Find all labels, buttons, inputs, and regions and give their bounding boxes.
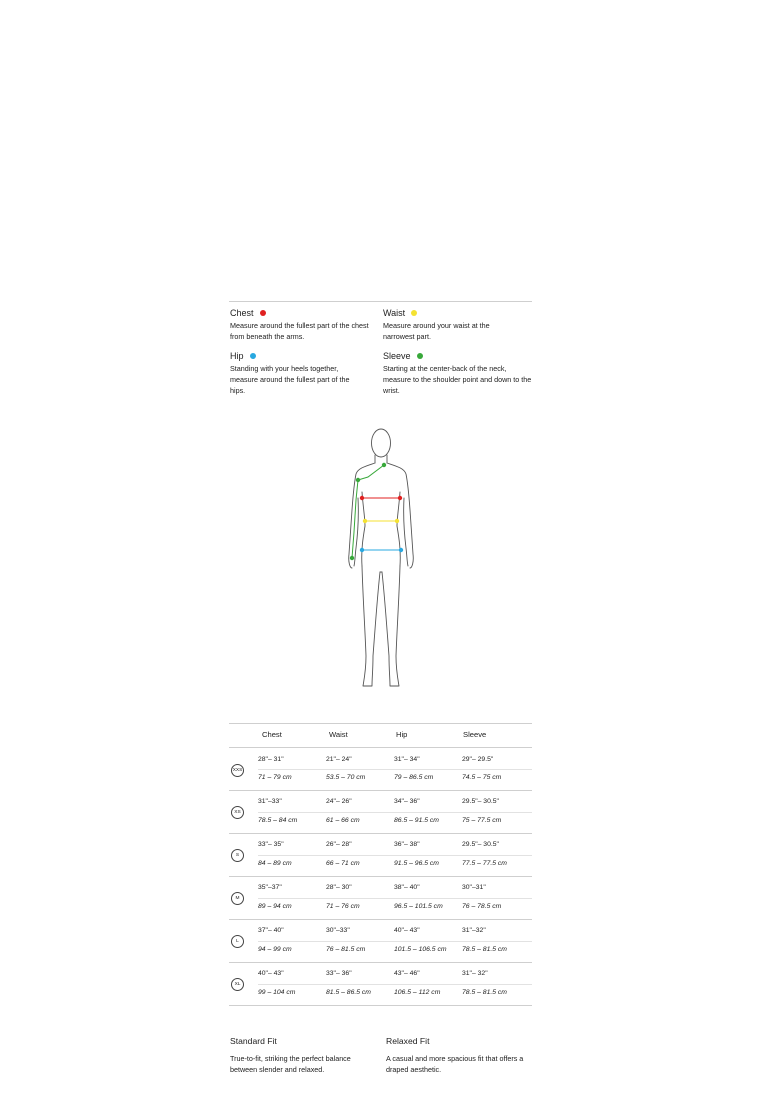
row-divider — [229, 962, 532, 963]
row-subdivider — [258, 898, 532, 899]
table-bottom-divider — [229, 1005, 532, 1006]
chest-cm: 89 – 94 cm — [258, 903, 292, 910]
waist-in: 33"– 36" — [326, 970, 352, 977]
chest-cm: 71 – 79 cm — [258, 774, 292, 781]
table-top-divider — [229, 723, 532, 724]
row-divider — [229, 790, 532, 791]
chest-in: 33"– 35" — [258, 841, 284, 848]
sleeve-cm: 78.5 – 81.5 cm — [462, 989, 507, 996]
row-subdivider — [258, 984, 532, 985]
sleeve-in: 29.5"– 30.5" — [462, 798, 499, 805]
hip-in: 40"– 43" — [394, 927, 420, 934]
hip-in: 38"– 40" — [394, 884, 420, 891]
header-sleeve: Sleeve — [463, 730, 487, 739]
waist-dot-icon — [411, 310, 417, 316]
waist-title: Waist — [383, 308, 417, 318]
sleeve-in: 29.5"– 30.5" — [462, 841, 499, 848]
sleeve-in: 31"– 32" — [462, 970, 488, 977]
chest-title: Chest — [230, 308, 266, 318]
chest-measure-line — [360, 496, 402, 500]
waist-cm: 53.5 – 70 cm — [326, 774, 366, 781]
hip-cm: 91.5 – 96.5 cm — [394, 860, 439, 867]
sleeve-in: 29"– 29.5" — [462, 756, 494, 763]
top-divider — [229, 301, 532, 302]
chest-cm: 78.5 – 84 cm — [258, 817, 298, 824]
hip-in: 31"– 34" — [394, 756, 420, 763]
hip-cm: 86.5 – 91.5 cm — [394, 817, 439, 824]
chest-cm: 84 – 89 cm — [258, 860, 292, 867]
hip-in: 34"– 36" — [394, 798, 420, 805]
hip-cm: 106.5 – 112 cm — [394, 989, 441, 996]
chest-in: 28"– 31" — [258, 756, 284, 763]
hip-cm: 96.5 – 101.5 cm — [394, 903, 443, 910]
chest-cm: 94 – 99 cm — [258, 946, 292, 953]
hip-title: Hip — [230, 351, 256, 361]
hip-dot-icon — [250, 353, 256, 359]
chest-in: 40"– 43" — [258, 970, 284, 977]
header-chest: Chest — [262, 730, 282, 739]
standard-fit-title: Standard Fit — [230, 1036, 277, 1046]
sleeve-cm: 76 – 78.5 cm — [462, 903, 502, 910]
sleeve-cm: 77.5 – 77.5 cm — [462, 860, 507, 867]
waist-measure-line — [363, 519, 399, 523]
hip-cm: 101.5 – 106.5 cm — [394, 946, 447, 953]
relaxed-fit-description: A casual and more spacious fit that offers a draped aesthetic. — [386, 1054, 524, 1074]
figure-head — [372, 429, 391, 457]
row-divider — [229, 876, 532, 877]
sleeve-description: Starting at the center-back of the neck, measure to the shoulder point and down to the wrist. — [383, 364, 532, 395]
hip-measure-line — [360, 548, 403, 552]
waist-cm: 71 – 76 cm — [326, 903, 360, 910]
hip-in: 43"– 46" — [394, 970, 420, 977]
sleeve-cm: 78.5 – 81.5 cm — [462, 946, 507, 953]
sleeve-cm: 75 – 77.5 cm — [462, 817, 502, 824]
waist-in: 28"– 30" — [326, 884, 352, 891]
size-badge: S — [231, 849, 244, 862]
sleeve-dot-icon — [417, 353, 423, 359]
hip-in: 36"– 38" — [394, 841, 420, 848]
waist-cm: 66 – 71 cm — [326, 860, 360, 867]
sleeve-in: 30"–31" — [462, 884, 486, 891]
size-badge: M — [231, 892, 244, 905]
waist-in: 24"– 26" — [326, 798, 352, 805]
waist-cm: 61 – 66 cm — [326, 817, 360, 824]
waist-in: 30"–33" — [326, 927, 350, 934]
size-badge: XXS — [231, 764, 244, 777]
chest-cm: 99 – 104 cm — [258, 989, 296, 996]
waist-in: 21"– 24" — [326, 756, 352, 763]
waist-cm: 81.5 – 86.5 cm — [326, 989, 371, 996]
sleeve-cm: 74.5 – 75 cm — [462, 774, 502, 781]
size-badge: L — [231, 935, 244, 948]
relaxed-fit-title: Relaxed Fit — [386, 1036, 430, 1046]
row-subdivider — [258, 812, 532, 813]
chest-dot-icon — [260, 310, 266, 316]
row-divider — [229, 919, 532, 920]
row-subdivider — [258, 941, 532, 942]
header-waist: Waist — [329, 730, 348, 739]
chest-description: Measure around the fullest part of the chest from beneath the arms. — [230, 321, 369, 341]
hip-cm: 79 – 86.5 cm — [394, 774, 434, 781]
chest-in: 31"–33" — [258, 798, 282, 805]
row-subdivider — [258, 769, 532, 770]
sleeve-in: 31"–32" — [462, 927, 486, 934]
standard-fit-description: True-to-fit, striking the perfect balance between slender and relaxed. — [230, 1054, 351, 1074]
row-divider — [229, 833, 532, 834]
chest-in: 35"–37" — [258, 884, 282, 891]
size-badge: XS — [231, 806, 244, 819]
waist-in: 26"– 28" — [326, 841, 352, 848]
header-hip: Hip — [396, 730, 408, 739]
hip-description: Standing with your heels together, measure around the fullest part of the hips. — [230, 364, 350, 395]
header-divider — [229, 747, 532, 748]
sleeve-title: Sleeve — [383, 351, 423, 361]
size-badge: XL — [231, 978, 244, 991]
waist-description: Measure around your waist at the narrowest part. — [383, 321, 490, 341]
row-subdivider — [258, 855, 532, 856]
chest-in: 37"– 40" — [258, 927, 284, 934]
waist-cm: 76 – 81.5 cm — [326, 946, 366, 953]
body-measurement-figure — [330, 420, 430, 695]
